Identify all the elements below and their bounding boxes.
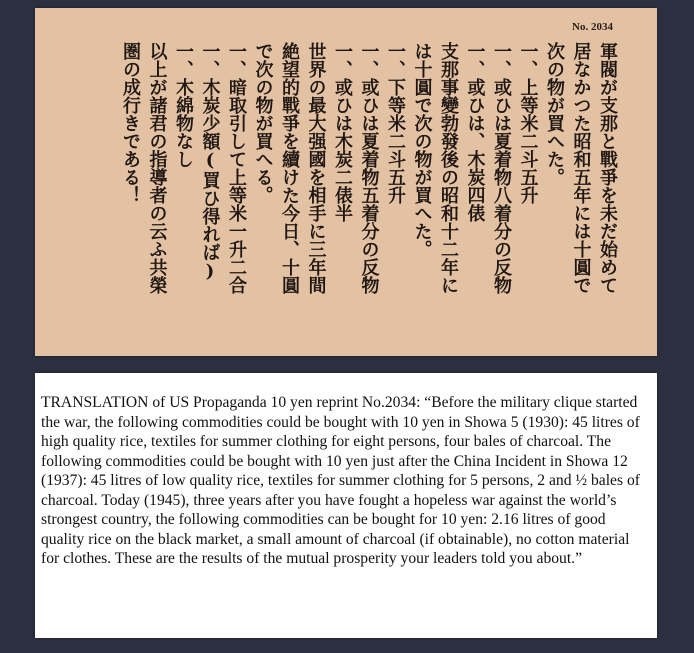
text-column: 圏の成行きである！: [120, 42, 141, 204]
text-column: 絶望的戰爭を續けた今日、十圓: [279, 42, 300, 294]
text-column: は十圓で次の物が買へた。: [411, 42, 433, 258]
text-column: 一、木綿物なし: [173, 42, 194, 168]
translation-text: TRANSLATION of US Propaganda 10 yen reprint No.2034: “Before the military clique started the war, the following commodities could be bought with 10 yen in Showa 5 (1930): 45 litres of high quality rice, textiles for summer clothing for eight persons, four bales of charcoal. The following commodities could be bought with 10 yen just after the China Incident in Showa 12 (1937): 45 litres of low quality rice, textiles for summer clothing for 5 persons, 2 and ½ bales of charcoal. Today (1945), three years after you have fought a hopeless war against the world’s strongest country, the following commodities can be bought for 10 yen: 2.16 litres of good quality rice on the black market, a small amount of charcoal (if obtainable), no cotton material for clothes. These are the results of the mutual prosperity your leaders told you about.”: [41, 394, 640, 567]
text-column: 世界の最大强國を相手に三年間: [305, 42, 327, 294]
japanese-text-block: [116, 42, 620, 342]
text-column: 以上が諸君の指導者の云ふ共榮: [146, 42, 168, 294]
text-column: 支那事變勃發後の昭和十二年に: [438, 42, 459, 294]
text-column: 一、或ひは夏着物八着分の反物: [491, 42, 512, 294]
text-column: 一、或ひは、木炭四俵: [464, 42, 486, 222]
text-column: 次の物が買へた。: [544, 42, 565, 186]
serial-number: No. 2034: [572, 21, 613, 33]
text-column: 一、下等米二斗五升: [385, 42, 406, 204]
text-column: 一、木炭少額(買ひ得れば): [199, 42, 221, 282]
propaganda-leaflet: [35, 8, 657, 356]
text-column: 一、或ひは木炭二俵半: [332, 42, 353, 222]
translation-card: [35, 373, 657, 638]
text-column: で次の物が買へる。: [252, 42, 274, 204]
text-column: 軍閥が支那と戰爭を未だ始めて: [597, 42, 618, 294]
text-column: 一、上等米二斗五升: [517, 42, 539, 204]
text-column: 一、或ひは夏着物五着分の反物: [358, 42, 380, 294]
text-column: 居なかつた昭和五年には十圓で: [570, 42, 592, 294]
text-column: 一、暗取引して上等米一升二合: [226, 42, 247, 294]
